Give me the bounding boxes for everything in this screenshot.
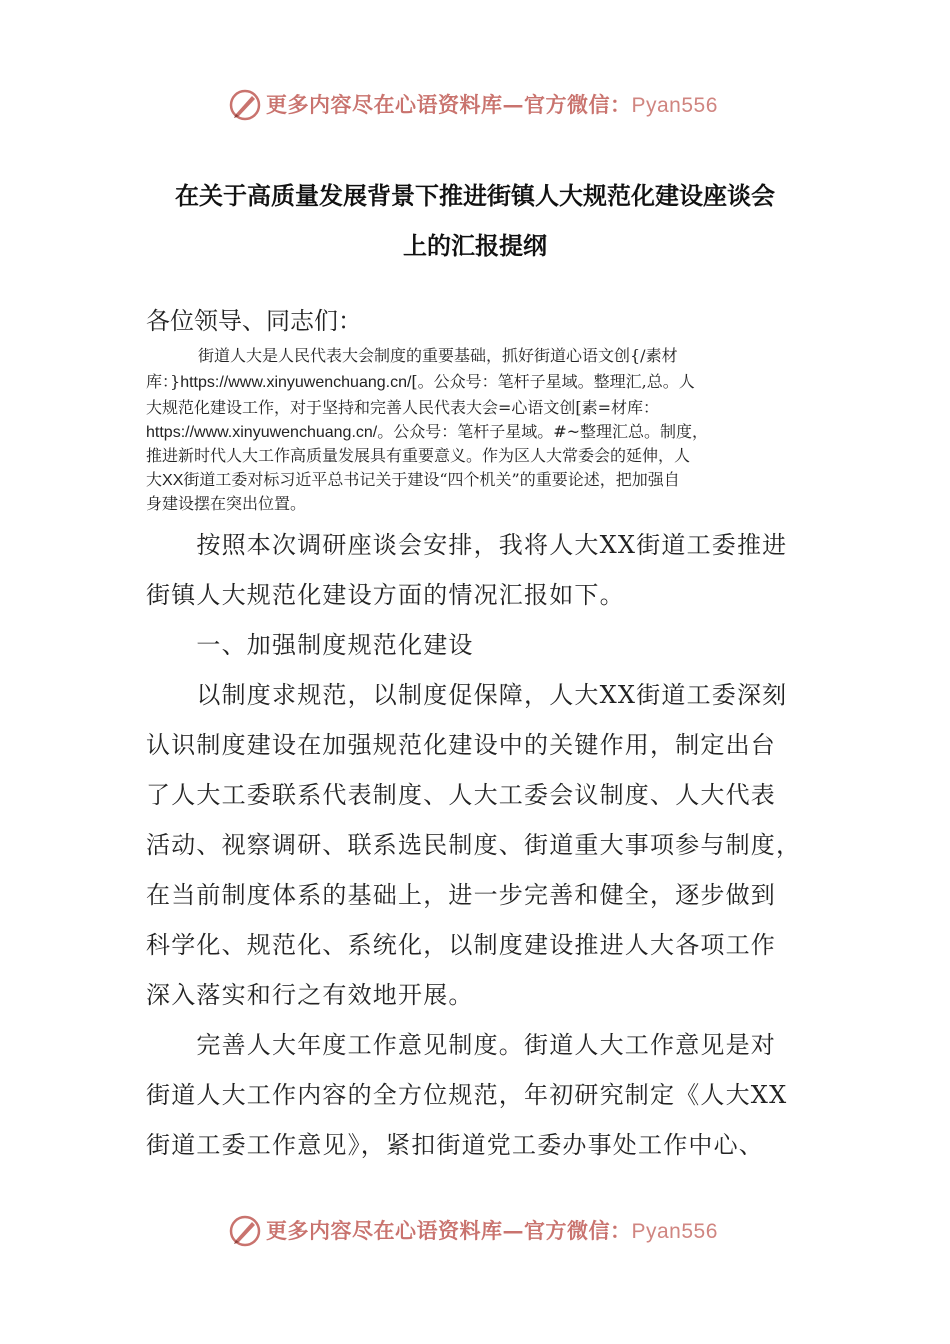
- intro-line-5: 推进新时代人大工作高质量发展具有重要意义。作为区人大常委会的延伸，人: [146, 446, 691, 465]
- page-title-line-1: 在关于高质量发展背景下推进街镇人大规范化建设座谈会: [175, 182, 775, 210]
- body-line: 活动、视察调研、联系选民制度、街道重大事项参与制度，: [146, 831, 802, 859]
- banner-label: 更多内容尽在心语资料库—官方微信：: [266, 92, 632, 117]
- banner-wechat: Pyan556: [631, 94, 718, 117]
- intro-text: 库：}: [146, 372, 181, 391]
- banner-wechat: Pyan556: [631, 1220, 718, 1243]
- page-title-line-2: 上的汇报提纲: [403, 232, 547, 260]
- body-line: 认识制度建设在加强规范化建设中的关键作用，制定出台: [146, 731, 776, 759]
- body-line: 以制度求规范，以制度促保障，人大XX街道工委深刻: [146, 681, 788, 709]
- intro-text: 。公众号：笔杆子星域。#~整理汇总。制度，: [377, 422, 709, 441]
- greeting: 各位领导、同志们：: [146, 307, 362, 335]
- intro-text: [。公众号：笔杆子星域。整理汇,总。人: [411, 372, 695, 391]
- body-line: 街道人大工作内容的全方位规范，年初研究制定《人大XX: [146, 1081, 788, 1109]
- banner-text: [266, 91, 718, 120]
- section-heading: 一、加强制度规范化建设: [146, 631, 474, 659]
- body-line: 了人大工委联系代表制度、人大工委会议制度、人大代表: [146, 781, 776, 809]
- intro-line-2: [146, 370, 816, 395]
- intro-line-4: [146, 420, 816, 445]
- body-line: 完善人大年度工作意见制度。街道人大工作意见是对: [146, 1031, 776, 1059]
- body-line: 科学化、规范化、系统化，以制度建设推进人大各项工作: [146, 931, 776, 959]
- banner-label: 更多内容尽在心语资料库—官方微信：: [266, 1218, 632, 1243]
- intro-text: XX: [162, 472, 184, 489]
- pen-logo-icon: [228, 88, 262, 122]
- banner-text: [266, 1217, 718, 1246]
- intro-text: 大: [146, 470, 163, 489]
- intro-line-3: 大规范化建设工作，对于坚持和完善人民代表大会=心语文创[素=材库：: [146, 398, 660, 417]
- pen-logo-icon: [228, 1214, 262, 1248]
- intro-url: https://www.xinyuwenchuang.cn/: [180, 374, 412, 391]
- footer-banner: [0, 1212, 950, 1252]
- intro-line-7: 身建设摆在突出位置。: [146, 494, 307, 513]
- body-line: 街镇人大规范化建设方面的情况汇报如下。: [146, 581, 625, 609]
- body-line: 街道工委工作意见》，紧扣街道党工委办事处工作中心、: [146, 1131, 764, 1159]
- header-banner: [0, 86, 950, 126]
- intro-line-6: [146, 468, 816, 493]
- intro-text: 街道工委对标习近平总书记关于建设“四个机关”的重要论述，把加强自: [183, 470, 680, 489]
- body-line: 在当前制度体系的基础上，进一步完善和健全，逐步做到: [146, 881, 776, 909]
- intro-url: https://www.xinyuwenchuang.cn/: [146, 424, 378, 441]
- body-line: 按照本次调研座谈会安排，我将人大XX街道工委推进: [146, 531, 788, 559]
- intro-line-1: 街道人大是人民代表大会制度的重要基础，抓好街道心语文创{/素材: [198, 346, 678, 365]
- body-line: 深入落实和行之有效地开展。: [146, 981, 474, 1009]
